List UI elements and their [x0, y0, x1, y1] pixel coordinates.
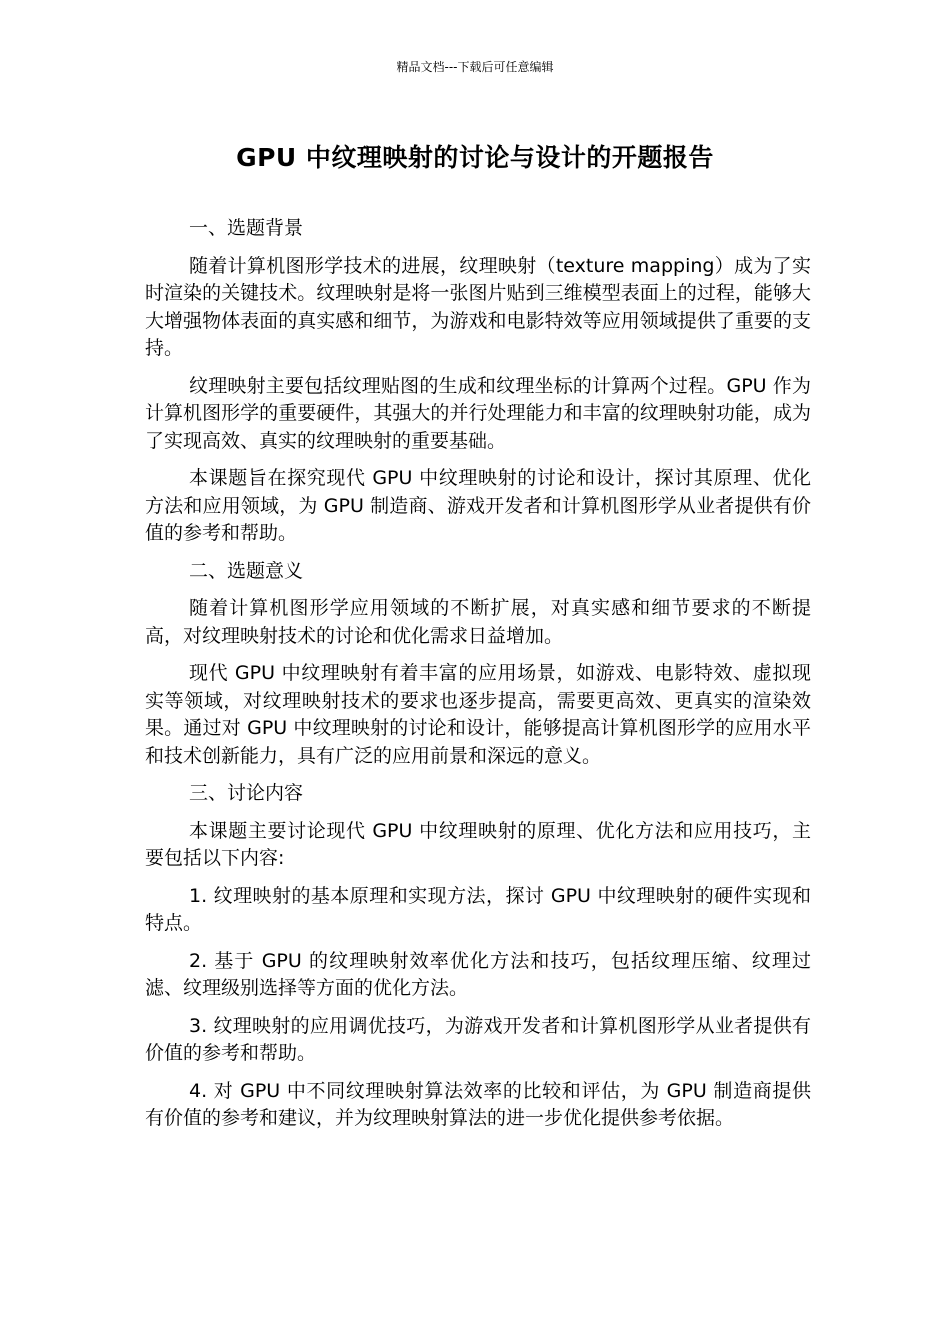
- list-item: 2. 基于 GPU 的纹理映射效率优化方法和技巧，包括纹理压缩、纹理过滤、纹理级别选择等方面的优化方法。: [145, 949, 811, 999]
- section-background: [145, 215, 811, 548]
- section-research-content: [145, 780, 811, 1133]
- paragraph: 现代 GPU 中纹理映射有着丰富的应用场景，如游戏、电影特效、虚拟现实等领域，对纹理映射技术的要求也逐步提高，需要更高效、更真实的渲染效果。通过对 GPU 中纹理映射的讨论和设计，能够提高计算机图形学的应用水平和技术创新能力，具有广泛的应用前景和深远的意义。: [145, 662, 811, 767]
- paragraph: 本课题旨在探究现代 GPU 中纹理映射的讨论和设计，探讨其原理、优化方法和应用领域，为 GPU 制造商、游戏开发者和计算机图形学从业者提供有价值的参考和帮助。: [145, 467, 811, 544]
- section-significance: [145, 558, 811, 771]
- list-item: 1. 纹理映射的基本原理和实现方法，探讨 GPU 中纹理映射的硬件实现和特点。: [145, 884, 811, 934]
- document-body: [145, 215, 811, 1143]
- list-item: 4. 对 GPU 中不同纹理映射算法效率的比较和评估，为 GPU 制造商提供有价值的参考和建议，并为纹理映射算法的进一步优化提供参考依据。: [145, 1079, 811, 1129]
- section-heading: 三、讨论内容: [189, 782, 304, 804]
- header-note: 精品文档---下载后可任意编辑: [396, 60, 554, 74]
- paragraph: 随着计算机图形学技术的进展，纹理映射（texture mapping）成为了实时渲染的关键技术。纹理映射是将一张图片贴到三维模型表面上的过程，能够大大增强物体表面的真实感和细节，为游戏和电影特效等应用领域提供了重要的支持。: [145, 254, 811, 359]
- paragraph: 本课题主要讨论现代 GPU 中纹理映射的原理、优化方法和应用技巧，主要包括以下内容:: [145, 819, 811, 869]
- list-item: 3. 纹理映射的应用调优技巧，为游戏开发者和计算机图形学从业者提供有价值的参考和帮助。: [145, 1014, 811, 1064]
- paragraph: 随着计算机图形学应用领域的不断扩展，对真实感和细节要求的不断提高，对纹理映射技术的讨论和优化需求日益增加。: [145, 597, 811, 647]
- paragraph: 纹理映射主要包括纹理贴图的生成和纹理坐标的计算两个过程。GPU 作为计算机图形学的重要硬件，其强大的并行处理能力和丰富的纹理映射功能，成为了实现高效、真实的纹理映射的重要基础。: [145, 374, 811, 452]
- section-heading: 二、选题意义: [189, 559, 304, 582]
- document-title: GPU 中纹理映射的讨论与设计的开题报告: [236, 143, 714, 172]
- section-heading: 一、选题背景: [189, 217, 304, 239]
